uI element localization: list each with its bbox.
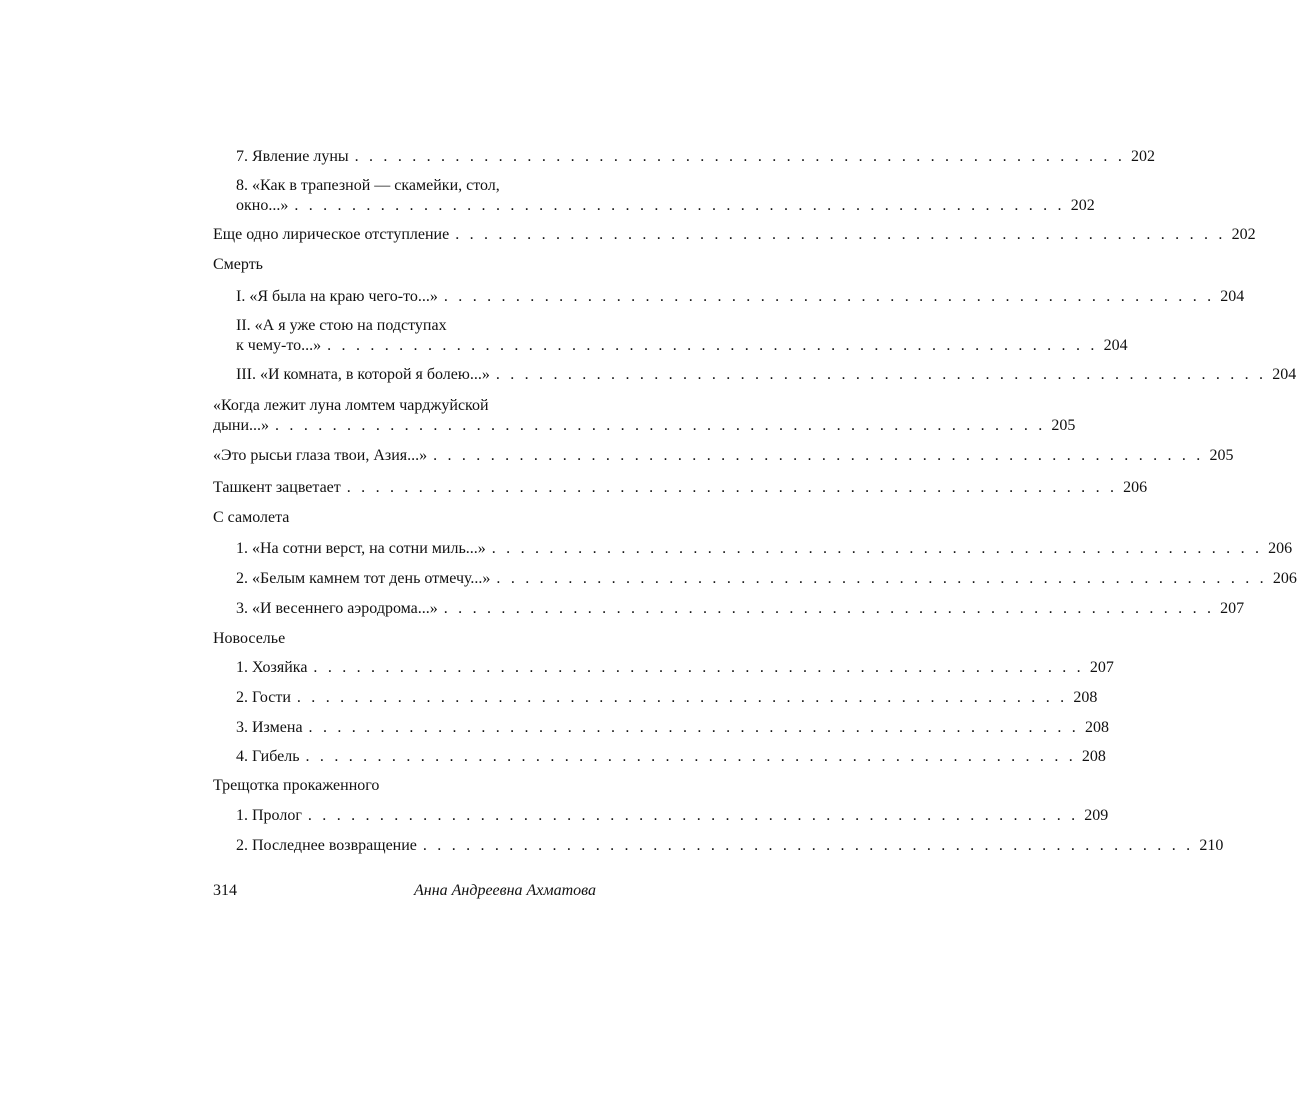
toc-entry: [213, 508, 596, 528]
toc-page-number: 202: [1231, 226, 1256, 243]
toc-entry: [213, 446, 1234, 466]
toc-entry-title: 1. Пролог: [236, 807, 302, 824]
toc-entry: [236, 176, 1095, 216]
dot-leader: . . . . . . . . . . . . . . . . . . . . . . . . . . . . . . . . . . . . . . . . . . . . . . . . . . . . . .: [455, 226, 1226, 243]
toc-page-number: 204: [1220, 288, 1245, 305]
dot-leader: . . . . . . . . . . . . . . . . . . . . . . . . . . . . . . . . . . . . . . . . . . . . . . . . . . . . . .: [495, 366, 1267, 383]
toc-page-number: 207: [1220, 600, 1245, 617]
toc-entry: [236, 688, 1098, 708]
toc-entry-title: 1. «На сотни верст, на сотни миль...»: [236, 540, 486, 557]
dot-leader: . . . . . . . . . . . . . . . . . . . . . . . . . . . . . . . . . . . . . . . . . . . . . . . . . . . . . .: [327, 337, 1098, 354]
toc-entry: [213, 225, 1256, 245]
toc-entry-title: 3. Измена: [236, 719, 303, 736]
dot-leader: . . . . . . . . . . . . . . . . . . . . . . . . . . . . . . . . . . . . . . . . . . . . . . . . . . . . . .: [275, 417, 1046, 434]
toc-entry-title: 8. «Как в трапезной — скамейки, стол,: [236, 177, 500, 194]
toc-page-number: 202: [1131, 148, 1156, 165]
toc-page-number: 204: [1103, 337, 1128, 354]
toc-entry: [236, 806, 1109, 826]
toc-entry: [236, 316, 1128, 356]
dot-leader: . . . . . . . . . . . . . . . . . . . . . . . . . . . . . . . . . . . . . . . . . . . . . . . . . . . . . .: [308, 719, 1079, 736]
toc-entry-title: 3. «И весеннего аэродрома...»: [236, 600, 438, 617]
toc-entry: [236, 569, 1297, 589]
toc-entry: [236, 147, 1156, 167]
toc-page-number: 210: [1199, 837, 1224, 854]
toc-entry-title: С самолета: [213, 509, 290, 526]
toc-page-number: 206: [1272, 570, 1297, 587]
toc-entry-title: Еще одно лирическое отступление: [213, 226, 450, 243]
page-footer: [213, 881, 596, 903]
toc-page-number: 202: [1070, 197, 1095, 214]
toc-entry-title: «Это рысьи глаза твои, Азия...»: [213, 447, 428, 464]
dot-leader: . . . . . . . . . . . . . . . . . . . . . . . . . . . . . . . . . . . . . . . . . . . . . . . . . . . . . .: [491, 540, 1263, 557]
table-of-contents: [213, 0, 1297, 900]
toc-entry: [236, 365, 1297, 385]
toc-entry: [236, 539, 1293, 559]
page-number: 314: [213, 882, 237, 899]
toc-entry-title: к чему-то...»: [236, 337, 322, 354]
toc-entry-title: Смерть: [213, 256, 263, 273]
toc-page-number: 204: [1272, 366, 1297, 383]
dot-leader: . . . . . . . . . . . . . . . . . . . . . . . . . . . . . . . . . . . . . . . . . . . . . . . . . . . . . .: [346, 479, 1118, 496]
toc-entry: [213, 396, 1076, 436]
toc-page-number: 206: [1123, 479, 1148, 496]
toc-page-number: 205: [1209, 447, 1234, 464]
toc-entry-title: II. «А я уже стою на подступах: [236, 317, 447, 334]
toc-entry-title: 7. Явление луны: [236, 148, 349, 165]
toc-page-number: 208: [1084, 719, 1109, 736]
dot-leader: . . . . . . . . . . . . . . . . . . . . . . . . . . . . . . . . . . . . . . . . . . . . . . . . . . . . . .: [294, 197, 1065, 214]
toc-entry: [236, 836, 1224, 856]
toc-entry: [236, 747, 1106, 767]
dot-leader: . . . . . . . . . . . . . . . . . . . . . . . . . . . . . . . . . . . . . . . . . . . . . . . . . . . . . .: [296, 689, 1068, 706]
toc-entry-title: 1. Хозяйка: [236, 659, 308, 676]
toc-entry: [236, 718, 1109, 738]
dot-leader: . . . . . . . . . . . . . . . . . . . . . . . . . . . . . . . . . . . . . . . . . . . . . . . . . . . . . .: [305, 748, 1076, 765]
dot-leader: . . . . . . . . . . . . . . . . . . . . . . . . . . . . . . . . . . . . . . . . . . . . . . . . . . . . . .: [496, 570, 1267, 587]
dot-leader: . . . . . . . . . . . . . . . . . . . . . . . . . . . . . . . . . . . . . . . . . . . . . . . . . . . . . .: [422, 837, 1194, 854]
toc-entry-title: I. «Я была на краю чего-то...»: [236, 288, 438, 305]
toc-entry: [236, 658, 1114, 678]
toc-entry-title: 2. Последнее возвращение: [236, 837, 417, 854]
toc-entry: [236, 287, 1245, 307]
toc-entry-title: 2. Гости: [236, 689, 291, 706]
toc-entry-title: дыни...»: [213, 417, 270, 434]
toc-entry-title: окно...»: [236, 197, 289, 214]
toc-page-number: 205: [1051, 417, 1076, 434]
toc-page-number: 206: [1268, 540, 1293, 557]
dot-leader: . . . . . . . . . . . . . . . . . . . . . . . . . . . . . . . . . . . . . . . . . . . . . . . . . . . . . .: [354, 148, 1126, 165]
dot-leader: . . . . . . . . . . . . . . . . . . . . . . . . . . . . . . . . . . . . . . . . . . . . . . . . . . . . . .: [443, 288, 1215, 305]
dot-leader: . . . . . . . . . . . . . . . . . . . . . . . . . . . . . . . . . . . . . . . . . . . . . . . . . . . . . .: [307, 807, 1079, 824]
toc-entry: [213, 478, 1148, 498]
toc-page-number: 209: [1084, 807, 1109, 824]
toc-entry-title: Ташкент зацветает: [213, 479, 341, 496]
toc-entry: [213, 629, 596, 649]
toc-entry: [236, 599, 1245, 619]
toc-entry: [213, 255, 596, 275]
running-footer-author: Анна Андреевна Ахматова: [413, 882, 596, 899]
toc-entry-title: «Когда лежит луна ломтем чарджуйской: [213, 397, 489, 414]
toc-entry-title: III. «И комната, в которой я болею...»: [236, 366, 490, 383]
toc-entry-title: Новоселье: [213, 630, 286, 647]
toc-page-number: 207: [1089, 659, 1114, 676]
dot-leader: . . . . . . . . . . . . . . . . . . . . . . . . . . . . . . . . . . . . . . . . . . . . . . . . . . . . . .: [443, 600, 1215, 617]
toc-entry: [213, 776, 596, 796]
dot-leader: . . . . . . . . . . . . . . . . . . . . . . . . . . . . . . . . . . . . . . . . . . . . . . . . . . . . . .: [433, 447, 1204, 464]
toc-page-number: 208: [1081, 748, 1106, 765]
toc-entry-title: 4. Гибель: [236, 748, 300, 765]
toc-entry-title: Трещотка прокаженного: [213, 777, 380, 794]
dot-leader: . . . . . . . . . . . . . . . . . . . . . . . . . . . . . . . . . . . . . . . . . . . . . . . . . . . . . .: [313, 659, 1084, 676]
toc-entry-title: 2. «Белым камнем тот день отмечу...»: [236, 570, 491, 587]
toc-page-number: 208: [1073, 689, 1098, 706]
